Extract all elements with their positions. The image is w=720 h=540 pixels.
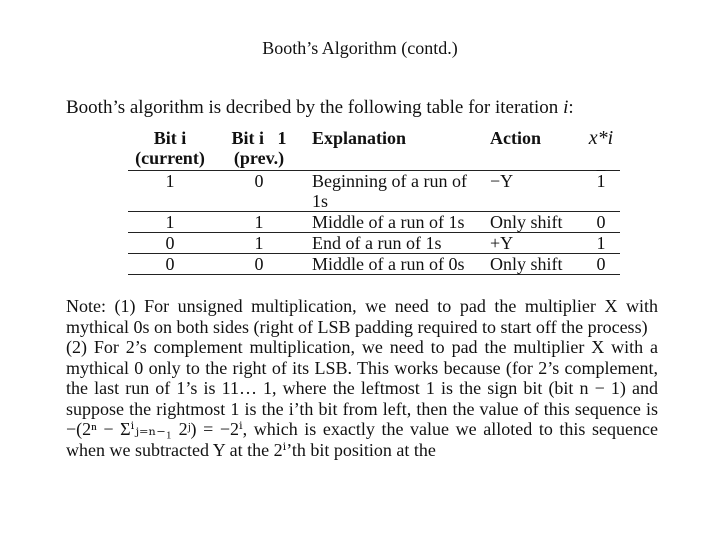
header-x-star-symbol: x*i [588,127,614,149]
cell-action: +Y [490,233,514,253]
intro-text: Booth’s algorithm is decribed by the following table for iteration [66,97,564,118]
cell-bit-prev: 1 [254,233,264,253]
note-block [66,296,658,460]
header-bit-i-line2: (current) [135,148,205,168]
booth-table-body [128,171,620,275]
note-paragraph-2: (2) For 2’s complement multiplication, we need to pad the multiplier X with a mythical 0 only to the right of its LSB. This works because (for 2’s complement, the last run of 1’s is 11… 1, where the leftmost 1 is the sign bit (bit n − 1) and suppose the rightmost 1 is the i’th bit from left, then the value of this sequence is −(2ⁿ − Σⁱⱼ₌ₙ₋₁ 2ʲ) = −2ⁱ, which is exactly the value we alloted to this sequence when we subtracted Y at the 2ⁱ’th bit position at the [66,337,658,460]
table-row [128,254,620,275]
cell-bit-prev: 1 [254,212,264,232]
cell-explanation: Beginning of a run of 1s [312,171,467,211]
note-paragraph-1: Note: (1) For unsigned multiplication, we need to pad the multiplier X with mythical 0s on both sides (right of LSB padding required to start off the process) [66,296,658,337]
header-bit-prev-line1: Bit i 1 [231,128,287,148]
cell-explanation: End of a run of 1s [312,233,442,253]
header-bit-prev-line2: (prev.) [233,148,285,168]
slide-title: Booth’s Algorithm (contd.) [262,38,458,58]
table-row [128,171,620,212]
cell-x: 1 [596,171,606,191]
cell-x: 1 [596,233,606,253]
cell-bit-i: 0 [165,233,175,253]
header-bit-i [128,127,212,171]
cell-action: Only shift [490,254,563,274]
header-explanation: Explanation [312,128,407,148]
header-row [128,127,620,171]
cell-bit-i: 1 [165,212,175,232]
header-action: Action [490,128,541,148]
cell-action: Only shift [490,212,563,232]
header-bit-prev [212,127,306,171]
cell-explanation: Middle of a run of 0s [312,254,465,274]
cell-bit-i: 0 [165,254,175,274]
intro-sentence [66,97,574,119]
cell-action: −Y [490,171,514,191]
header-bit-i-line1: Bit i [153,128,187,148]
booth-table [128,127,620,275]
cell-bit-i: 1 [165,171,175,191]
cell-x: 0 [596,212,606,232]
table-row [128,212,620,233]
booth-table-header [128,127,620,171]
table-row [128,233,620,254]
cell-bit-prev: 0 [254,254,264,274]
header-x-star [582,127,620,171]
cell-bit-prev: 0 [254,171,264,191]
intro-iteration-var: i [563,97,569,118]
intro-colon: : [568,97,574,118]
cell-explanation: Middle of a run of 1s [312,212,465,232]
cell-x: 0 [596,254,606,274]
